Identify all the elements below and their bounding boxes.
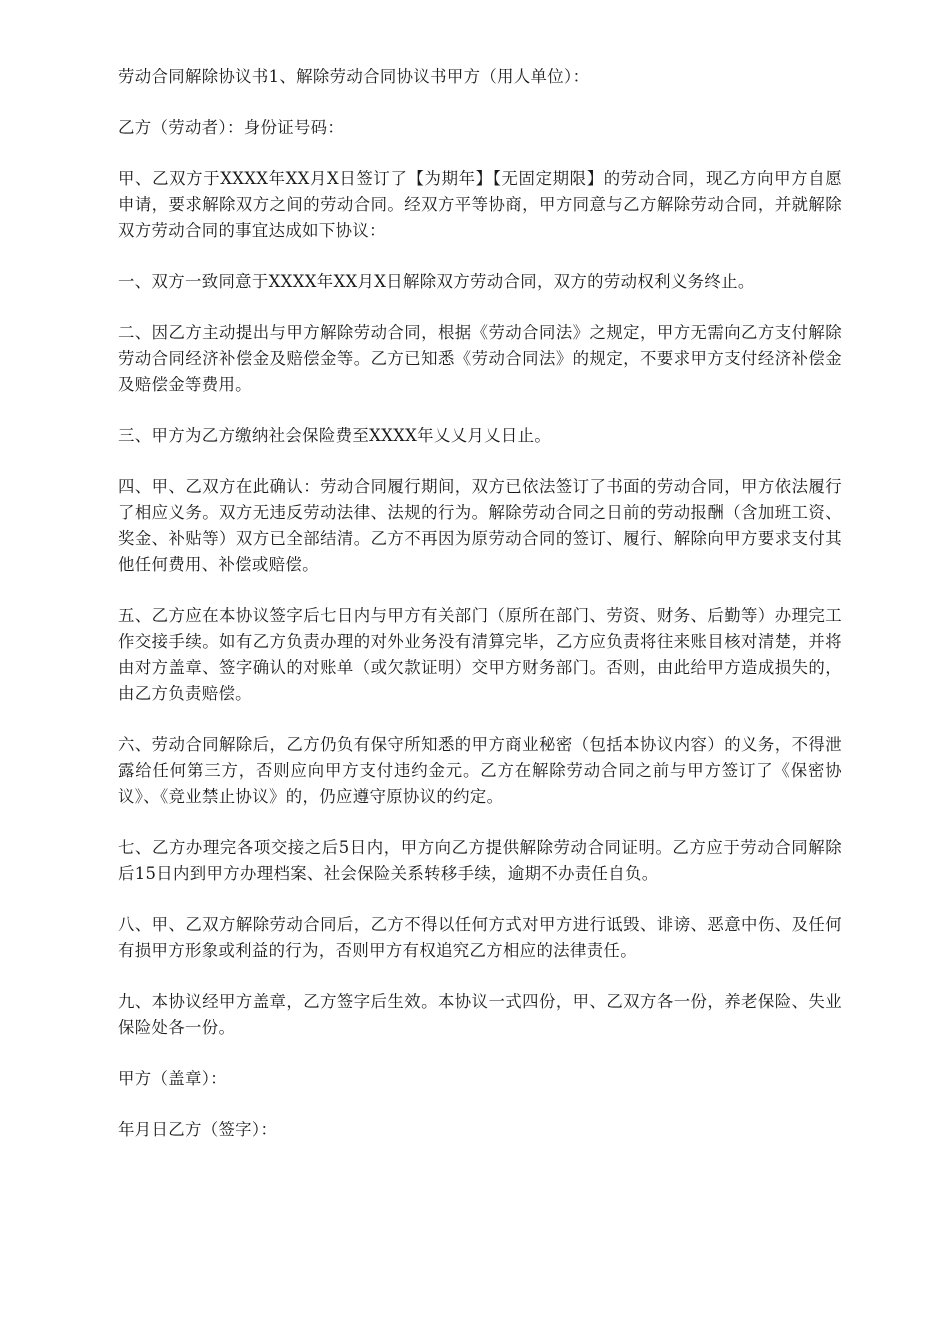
clause-1: 一、双方一致同意于XXXX年XX月X日解除双方劳动合同，双方的劳动权利义务终止。 bbox=[118, 272, 755, 291]
party-b-line: 乙方（劳动者）：身份证号码： bbox=[118, 118, 345, 137]
document-title-line: 劳动合同解除协议书1、解除劳动合同协议书甲方（用人单位）： bbox=[118, 67, 590, 86]
date-party-b-signature-line: 年月日乙方（签字）： bbox=[118, 1120, 278, 1139]
document-body bbox=[118, 64, 842, 1168]
clause-4: 四、甲、乙双方在此确认：劳动合同履行期间，双方已依法签订了书面的劳动合同，甲方依法履行了相应义务。双方无违反劳动法律、法规的行为。解除劳动合同之日前的劳动报酬（含加班工资、奖金、补贴等）双方已全部结清。乙方不再因为原劳动合同的签订、履行、解除向甲方要求支付其他任何费用、补偿或赔偿。 bbox=[118, 477, 842, 574]
intro-paragraph: 甲、乙双方于XXXX年XX月X日签订了【为期年】【无固定期限】的劳动合同，现乙方向甲方自愿申请，要求解除双方之间的劳动合同。经双方平等协商，甲方同意与乙方解除劳动合同，并就解除双方劳动合同的事宜达成如下协议： bbox=[118, 169, 842, 240]
party-a-signature-line: 甲方（盖章）： bbox=[118, 1069, 227, 1088]
clause-9: 九、本协议经甲方盖章，乙方签字后生效。本协议一式四份，甲、乙双方各一份，养老保险、失业保险处各一份。 bbox=[118, 992, 842, 1037]
clause-8: 八、甲、乙双方解除劳动合同后，乙方不得以任何方式对甲方进行诋毁、诽谤、恶意中伤、及任何有损甲方形象或利益的行为，否则甲方有权追究乙方相应的法律责任。 bbox=[118, 915, 842, 960]
clause-5: 五、乙方应在本协议签字后七日内与甲方有关部门（原所在部门、劳资、财务、后勤等）办理完工作交接手续。如有乙方负责办理的对外业务没有清算完毕，乙方应负责将往来账目核对清楚，并将由对方盖章、签字确认的对账单（或欠款证明）交甲方财务部门。否则，由此给甲方造成损失的，由乙方负责赔偿。 bbox=[118, 606, 842, 703]
signature-block bbox=[118, 1066, 842, 1143]
clause-7: 七、乙方办理完各项交接之后5日内，甲方向乙方提供解除劳动合同证明。乙方应于劳动合同解除后15日内到甲方办理档案、社会保险关系转移手续，逾期不办责任自负。 bbox=[118, 838, 842, 883]
clause-6: 六、劳动合同解除后，乙方仍负有保守所知悉的甲方商业秘密（包括本协议内容）的义务，不得泄露给任何第三方，否则应向甲方支付违约金元。乙方在解除劳动合同之前与甲方签订了《保密协议》、《竞业禁止协议》的，仍应遵守原协议的约定。 bbox=[118, 735, 842, 806]
clause-2: 二、因乙方主动提出与甲方解除劳动合同，根据《劳动合同法》之规定，甲方无需向乙方支付解除劳动合同经济补偿金及赔偿金等。乙方已知悉《劳动合同法》的规定，不要求甲方支付经济补偿金及赔偿金等费用。 bbox=[118, 323, 842, 394]
clause-3: 三、甲方为乙方缴纳社会保险费至XXXX年乂乂月乂日止。 bbox=[118, 426, 552, 445]
